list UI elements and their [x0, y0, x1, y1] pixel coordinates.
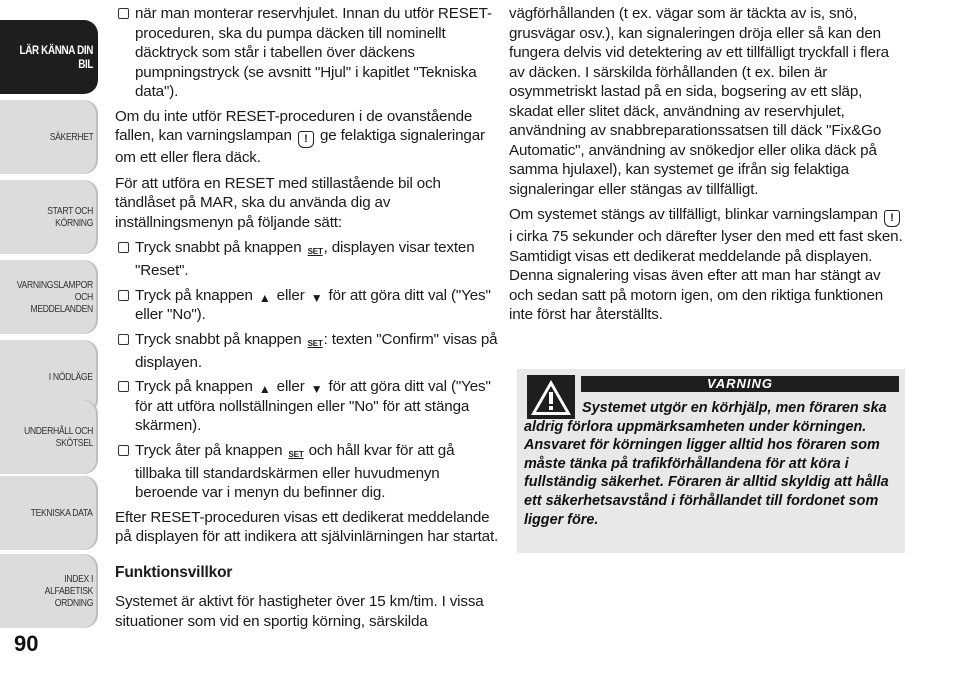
section-heading: Funktionsvillkor [115, 563, 233, 581]
paragraph: vägförhållanden (t ex. vägar som är täckta av is, snö, grusvägar osv.), kan signaleringen dröja eller så kan den fungera delvis vid detektering av ett tillfälligt tryckfall i flera av däcken. I särskilda förhållanden (t ex. bilen är osymmetriskt lastad på en sida, bogsering av ett släp, skadat eller slitet däck, användning av reservhjulet, användning av snabbreparationssatsen till däck "Fix&Go Automatic", användning av snökedjor eller olika däck på samma hjulaxel), kan systemet ge ifrån sig felaktiga signaleringar eller stängas av tillfälligt. [509, 5, 889, 198]
bullet-text: för att göra ditt val ("Yes" eller "No"). [135, 286, 491, 323]
tab-varningslampor[interactable] [0, 260, 98, 334]
warning-box [517, 369, 905, 553]
paragraph-text: i cirka 75 sekunder och därefter lyser den med ett fast sken. Samtidigt visas ett dedikerat meddelande på displayen. Denna signalering visas även efter att man har stängt av och sedan satt på motorn igen, om den riktiga funktionen inte först har återställts. [509, 228, 903, 323]
list-item [115, 330, 500, 373]
paragraph-text: Om systemet stängs av tillfälligt, blinkar varningslampan [509, 206, 878, 223]
tpms-warning-lamp-icon: ! [298, 131, 314, 148]
set-button-icon: SET [307, 338, 323, 348]
bullet-text: : texten "Confirm" visas på displayen. [135, 330, 498, 371]
left-column [115, 4, 500, 637]
tab-label: SÄKERHET [49, 131, 94, 143]
up-button-icon: ▲ [258, 290, 271, 305]
warning-text: Systemet utgör en körhjälp, men föraren ska aldrig förlora uppmärksamheten under körningen. Ansvaret för körningen ligger alltid hos föraren som måste tänka på trafikförhållandena för att köra i fullständig säkerhet. Föraren är alltid skyldig att hålla ett säkerhetsavstånd i förhållandet till fordonet som ligger före. [524, 400, 889, 528]
checkbox-bullet-icon [118, 242, 129, 253]
checkbox-bullet-icon [118, 8, 129, 19]
tab-tekniska-data[interactable] [0, 476, 98, 550]
list-item [115, 4, 500, 102]
tab-label: VARNINGSLAMPOR OCH MEDDELANDEN [16, 279, 94, 315]
list-item [115, 286, 500, 325]
tpms-warning-lamp-icon: ! [884, 210, 900, 227]
bullet-text: Tryck på knappen [135, 286, 253, 304]
set-button-icon: SET [307, 247, 323, 256]
paragraph-text: Om du inte utför RESET-proceduren i de ovanstående fallen, kan varningslampan [115, 107, 473, 144]
bullet-text: för att göra ditt val ("Yes" för att utföra nollställningen eller "No" för att stänga skärmen). [135, 378, 491, 434]
list-item [115, 238, 500, 281]
paragraph [509, 205, 904, 325]
bullet-text: Tryck snabbt på knappen [135, 330, 302, 348]
paragraph: Efter RESET-proceduren visas ett dedikerat meddelande på displayen för att indikera att självinlärningen har startat. [115, 508, 499, 545]
warning-title: VARNING [581, 376, 899, 392]
paragraph [115, 107, 500, 168]
paragraph: Systemet är aktivt för hastigheter över 15 km/tim. I vissa situationer som vid en sportig körning, särskilda [115, 593, 484, 630]
tab-label: I NÖDLÄGE [49, 371, 94, 383]
tab-label: TEKNISKA DATA [31, 507, 94, 519]
list-item [115, 377, 500, 436]
tab-lar-kanna-din-bil[interactable] [0, 20, 98, 94]
bullet-text: Tryck åter på knappen [135, 441, 283, 459]
checkbox-bullet-icon [118, 381, 129, 392]
tab-label: INDEX I ALFABETISK ORDNING [44, 573, 94, 609]
paragraph-text: ge felaktiga signaleringar om ett eller flera däck. [115, 127, 485, 166]
bullet-text: , displayen visar texten "Reset". [135, 239, 475, 279]
paragraph: För att utföra en RESET med stillastående bil och tändlåset på MAR, ska du använda dig av inställningsmenyn på följande sätt: [115, 174, 441, 231]
bullet-text: när man monterar reservhjulet. Innan du utför RESET-proceduren, ska du pumpa däcken till nominellt däcktryck som står i tabellen över däckens pumpningstryck (se avsnitt "Hjul" i kapitlet "Tekniska data"). [135, 5, 492, 100]
list-item [115, 441, 500, 503]
tab-index[interactable] [0, 554, 98, 628]
tab-underhall[interactable] [0, 400, 98, 474]
checkbox-bullet-icon [118, 445, 129, 456]
up-button-icon: ▲ [258, 382, 271, 396]
tab-sakerhet[interactable] [0, 100, 98, 174]
checkbox-bullet-icon [118, 290, 129, 301]
tab-label: UNDERHÅLL OCH SKÖTSEL [23, 425, 94, 449]
bullet-text: Tryck snabbt på knappen [135, 239, 302, 256]
tab-label: START OCH KÖRNING [47, 205, 94, 229]
bullet-text: eller [276, 286, 305, 304]
down-button-icon: ▼ [310, 382, 323, 396]
bullet-text: Tryck på knappen [135, 378, 253, 395]
bullet-text: och håll kvar för att gå tillbaka till standardskärmen eller huvudmenyn beroende var i menyn du befinner dig. [135, 441, 455, 501]
bullet-text: eller [276, 378, 305, 395]
right-column [509, 4, 904, 331]
page-number: 90 [14, 631, 39, 656]
down-button-icon: ▼ [310, 290, 323, 305]
tab-start-och-korning[interactable] [0, 180, 98, 254]
checkbox-bullet-icon [118, 334, 129, 345]
set-button-icon: SET [288, 449, 304, 459]
tab-label: LÄR KÄNNA DIN BIL [19, 43, 94, 71]
